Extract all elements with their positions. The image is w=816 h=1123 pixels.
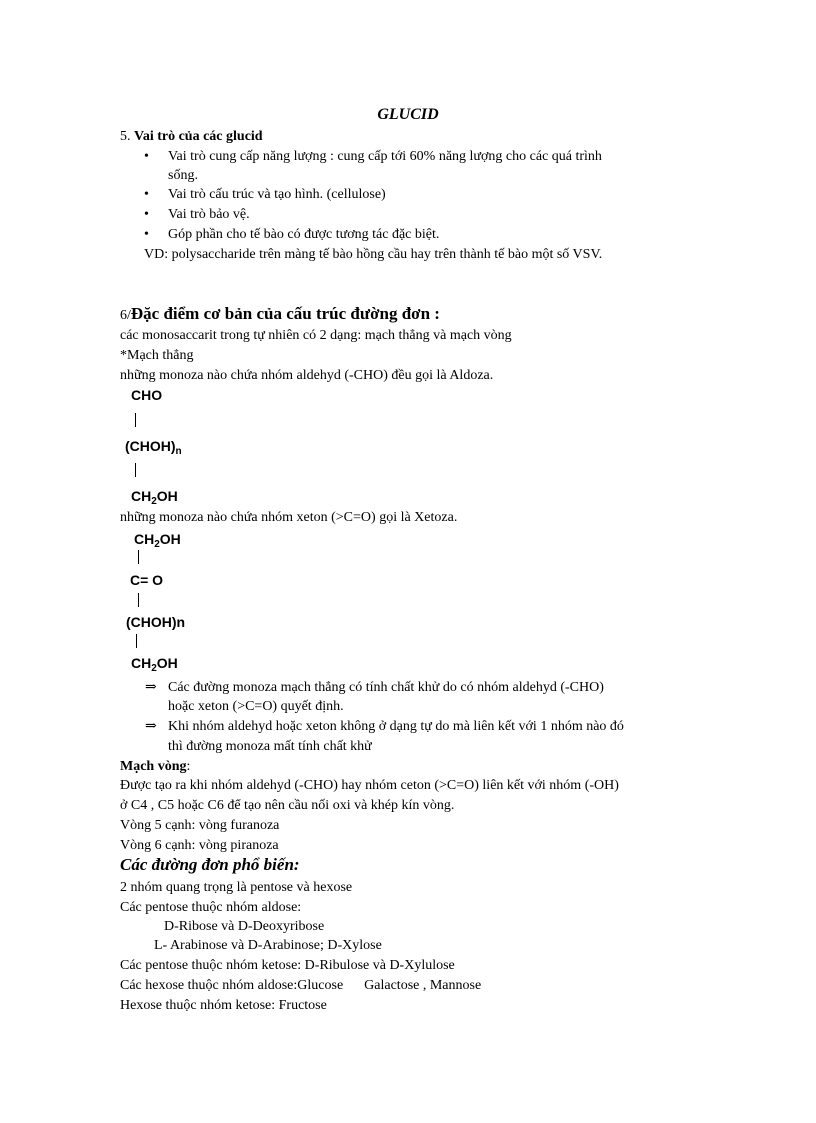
bullet-dot: • <box>144 187 149 202</box>
common-line-indented: L- Arabinose và D-Arabinose; D-Xylose <box>154 938 382 953</box>
section5-heading-text: Vai trò của các glucid <box>134 129 263 144</box>
common-line: Các pentose thuộc nhóm ketose: D-Ribulose và D-Xylulose <box>120 958 455 973</box>
aldoza-bottom-a: CH <box>131 488 152 504</box>
aldoza-formula-top: CHO <box>131 387 163 403</box>
section6-heading <box>120 303 440 327</box>
ring-heading <box>120 757 190 776</box>
common-line: Hexose thuộc nhóm ketose: Fructose <box>120 998 327 1013</box>
example-text: VD: polysaccharide trên màng tế bào hồng cầu hay trên thành tế bào một số VSV. <box>144 247 603 262</box>
implies-arrow-icon: ⇒ <box>145 719 157 734</box>
ring-label: Mạch vòng <box>120 759 187 774</box>
xetoza-formula-bottom <box>131 654 178 678</box>
bullet-dot: • <box>144 227 149 242</box>
xetoza-bottom-subscript: 2 <box>151 663 157 674</box>
ring-colon: : <box>186 759 191 774</box>
xetoza-formula-top <box>134 530 181 554</box>
bullet-item: Vai trò bảo vệ. <box>168 207 250 222</box>
bullet-item: Góp phần cho tế bào có được tương tác đặc biệt. <box>168 227 440 242</box>
section6-heading-text: Đặc điểm cơ bản của cấu trúc đường đơn : <box>130 304 440 323</box>
bond-line <box>138 593 139 607</box>
xetoza-text: những monoza nào chứa nhóm xeton (>C=O) gọi là Xetoza. <box>120 510 458 525</box>
bullet-item: Vai trò cấu trúc và tạo hình. (cellulose) <box>168 187 386 202</box>
ring6-text: Vòng 6 cạnh: vòng piranoza <box>120 838 279 853</box>
aldoza-formula-mid <box>125 437 182 461</box>
section5-number: 5. <box>120 129 131 144</box>
aldoza-bottom-subscript: 2 <box>151 496 157 507</box>
implication-2-line1: Khi nhóm aldehyd hoặc xeton không ở dạng tự do mà liên kết với 1 nhóm nào đó <box>168 719 624 734</box>
bond-line <box>135 463 136 477</box>
common-line: 2 nhóm quang trọng là pentose và hexose <box>120 880 353 895</box>
xetoza-bottom-a: CH <box>131 655 152 671</box>
xetoza-top-subscript: 2 <box>154 539 160 550</box>
bond-line <box>136 634 137 648</box>
bond-line <box>138 550 139 564</box>
bullet-dot: • <box>144 207 149 222</box>
xetoza-formula-mid: (CHOH)n <box>126 614 186 630</box>
bullet-item: Vai trò cung cấp năng lượng : cung cấp tới 60% năng lượng cho các quá trình <box>168 149 602 164</box>
implication-1-line1: Các đường monoza mạch thẳng có tính chất khử do có nhóm aldehyd (-CHO) <box>168 680 604 695</box>
xetoza-bottom-b: OH <box>156 655 178 671</box>
aldoza-text: những monoza nào chứa nhóm aldehyd (-CHO) đều gọi là Aldoza. <box>120 368 494 383</box>
aldoza-mid-text: (CHOH) <box>125 438 176 454</box>
bond-line <box>135 413 136 427</box>
bullet-dot: • <box>144 149 149 164</box>
section5-heading <box>120 127 263 146</box>
xetoza-top-b: OH <box>159 531 181 547</box>
implication-2-line2: thì đường monoza mất tính chất khử <box>168 739 372 754</box>
xetoza-formula-co: C= O <box>130 572 164 588</box>
ring-description-line1: Được tạo ra khi nhóm aldehyd (-CHO) hay nhóm ceton (>C=O) liên kết với nhóm (-OH) <box>120 778 619 793</box>
linear-label: *Mạch thẳng <box>120 348 194 363</box>
section6-number: 6/ <box>120 308 131 323</box>
intro-text: các monosaccarit trong tự nhiên có 2 dạng: mạch thẳng và mạch vòng <box>120 328 512 343</box>
common-sugars-heading: Các đường đơn phổ biến: <box>120 855 300 874</box>
document-title: GLUCID <box>377 106 439 123</box>
common-line: Các pentose thuộc nhóm aldose: <box>120 900 302 915</box>
implication-1-line2: hoặc xeton (>C=O) quyết định. <box>168 699 344 714</box>
xetoza-top-a: CH <box>134 531 155 547</box>
bullet-item-continuation: sống. <box>168 168 198 183</box>
aldoza-bottom-b: OH <box>156 488 178 504</box>
implies-arrow-icon: ⇒ <box>145 680 157 695</box>
ring5-text: Vòng 5 cạnh: vòng furanoza <box>120 818 280 833</box>
aldoza-mid-subscript: n <box>175 446 182 457</box>
common-line-indented: D-Ribose và D-Deoxyribose <box>164 919 325 934</box>
common-line: Các hexose thuộc nhóm aldose:Glucose Galactose , Mannose <box>120 978 482 993</box>
ring-description-line2: ở C4 , C5 hoặc C6 để tạo nên cầu nối oxi và khép kín vòng. <box>120 798 455 813</box>
